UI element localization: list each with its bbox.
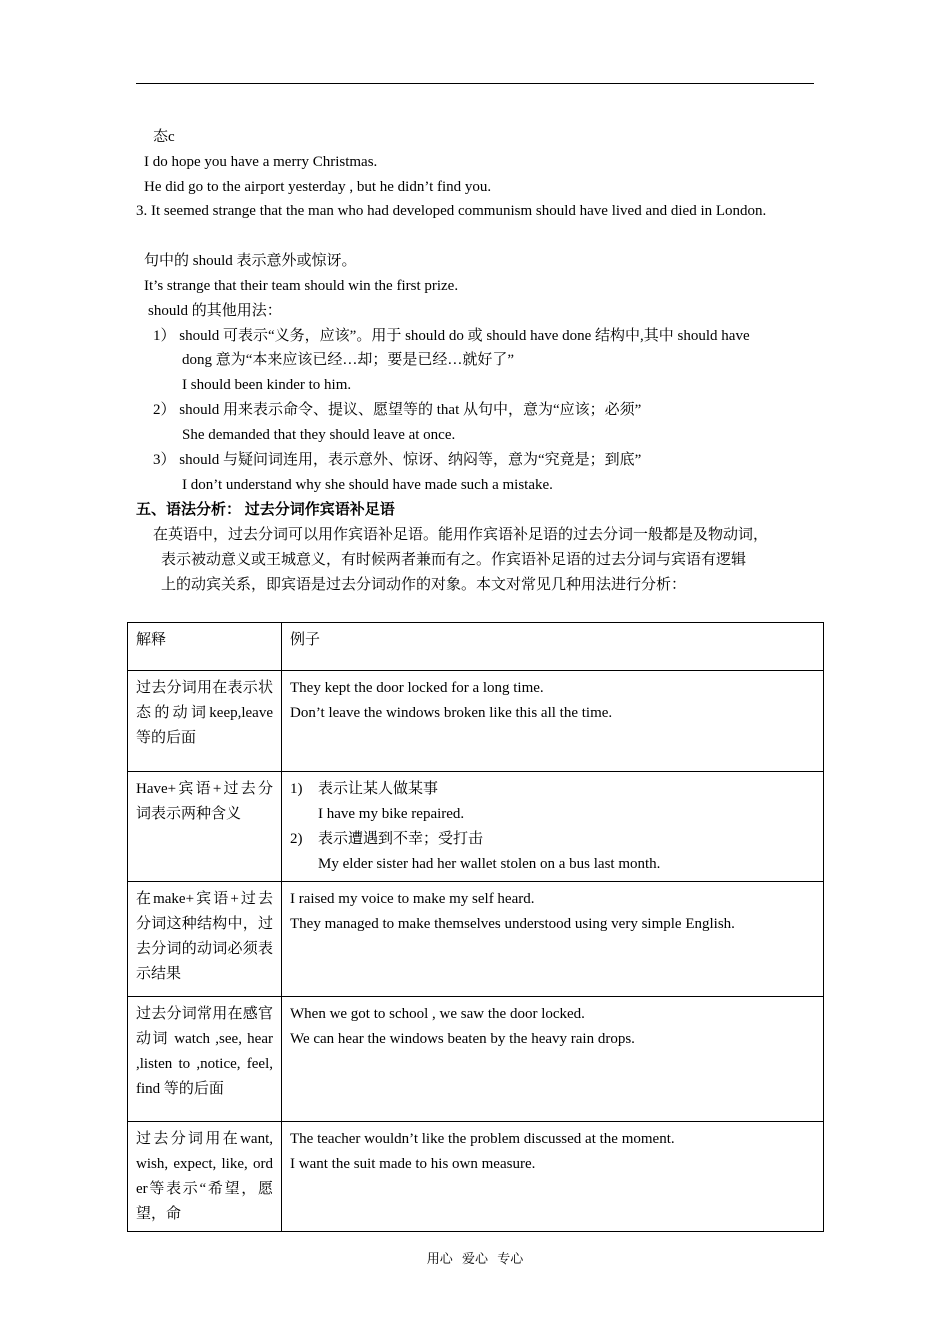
example-sentence: I want the suit made to his own measure.	[290, 1156, 536, 1172]
example-sentence: My elder sister had her wallet stolen on a bus last month.	[318, 856, 661, 872]
table-row	[128, 882, 824, 997]
text-line: He did go to the airport yesterday , but he didn’t find you.	[144, 179, 492, 195]
row-examples	[282, 997, 824, 1122]
paragraph-item-3: 3. It seemed strange that the man who had developed communism should have lived and died in London.	[136, 203, 767, 219]
text-line: should 的其他用法：	[148, 303, 282, 319]
example-sentence: When we got to school , we saw the door locked.	[290, 1006, 585, 1022]
example-sentence: We can hear the windows beaten by the heavy rain drops.	[290, 1031, 635, 1047]
row-examples	[282, 882, 824, 997]
row-examples	[282, 772, 824, 882]
example-sentence: The teacher wouldn’t like the problem discussed at the moment.	[290, 1131, 675, 1147]
table-header-row	[128, 623, 824, 671]
example-sentence: They kept the door locked for a long time.	[290, 680, 544, 696]
header-examples: 例子	[282, 623, 824, 671]
list-item-1: 1） should 可表示“义务，应该”。用于 should do 或 should have done 结构中,其中 should have	[153, 328, 750, 344]
table-row	[128, 772, 824, 882]
row-explanation: 在make+宾语+过去分词这种结构中，过去分词的动词必须表示结果	[128, 882, 282, 997]
list-item-2: 2） should 用来表示命令、提议、愿望等的 that 从句中，意为“应该；必须”	[153, 402, 642, 418]
row-examples	[282, 1122, 824, 1232]
row-explanation: 过去分词常用在感官动词 watch ,see, hear ,listen to ,notice, feel, find 等的后面	[128, 997, 282, 1122]
text-line: It’s strange that their team should win the first prize.	[144, 278, 459, 294]
row-explanation: 过去分词用在表示状态的动词keep,leave等的后面	[128, 671, 282, 772]
item-label: 表示让某人做某事	[318, 781, 439, 797]
example-sentence: I should been kinder to him.	[182, 377, 352, 393]
page-footer: 用心 爱心 专心	[426, 1251, 524, 1266]
example-sentence: I have my bike repaired.	[318, 806, 465, 822]
intro-line: 在英语中，过去分词可以用作宾语补足语。能用作宾语补足语的过去分词一般都是及物动词，	[153, 527, 769, 543]
example-sentence: She demanded that they should leave at once.	[182, 427, 456, 443]
text-line: dong 意为“本来应该已经…却；要是已经…就好了”	[182, 352, 515, 368]
row-examples	[282, 671, 824, 772]
header-rule	[136, 83, 814, 84]
text-line: 句中的 should 表示意外或惊讶。	[144, 253, 357, 269]
grammar-table	[127, 622, 824, 1232]
numbered-item	[290, 827, 815, 852]
intro-line: 上的动宾关系，即宾语是过去分词动作的对象。本文对常见几种用法进行分析：	[161, 577, 687, 593]
text-line: 态c	[153, 129, 175, 145]
example-sentence: Don’t leave the windows broken like this all the time.	[290, 705, 613, 721]
item-number: 1)	[290, 781, 303, 797]
header-explanation: 解释	[128, 623, 282, 671]
item-label: 表示遭遇到不幸；受打击	[318, 831, 484, 847]
row-explanation: Have+宾语+过去分词表示两种含义	[128, 772, 282, 882]
intro-line: 表示被动意义或王城意义，有时候两者兼而有之。作宾语补足语的过去分词与宾语有逻辑	[161, 552, 747, 568]
numbered-item	[290, 777, 815, 802]
item-number: 2)	[290, 831, 303, 847]
list-item-3: 3） should 与疑问词连用，表示意外、惊讶、纳闷等，意为“究竟是；到底”	[153, 452, 642, 468]
table-row	[128, 671, 824, 772]
text-line: I do hope you have a merry Christmas.	[144, 154, 378, 170]
table-row	[128, 1122, 824, 1232]
section-heading: 五、语法分析： 过去分词作宾语补足语	[136, 502, 395, 518]
example-sentence: They managed to make themselves understood using very simple English.	[290, 916, 735, 932]
row-explanation: 过去分词用在want, wish, expect, like, order等表示“希望，愿望，命	[128, 1122, 282, 1232]
table-row	[128, 997, 824, 1122]
example-sentence: I raised my voice to make my self heard.	[290, 891, 535, 907]
example-sentence: I don’t understand why she should have made such a mistake.	[182, 477, 553, 493]
